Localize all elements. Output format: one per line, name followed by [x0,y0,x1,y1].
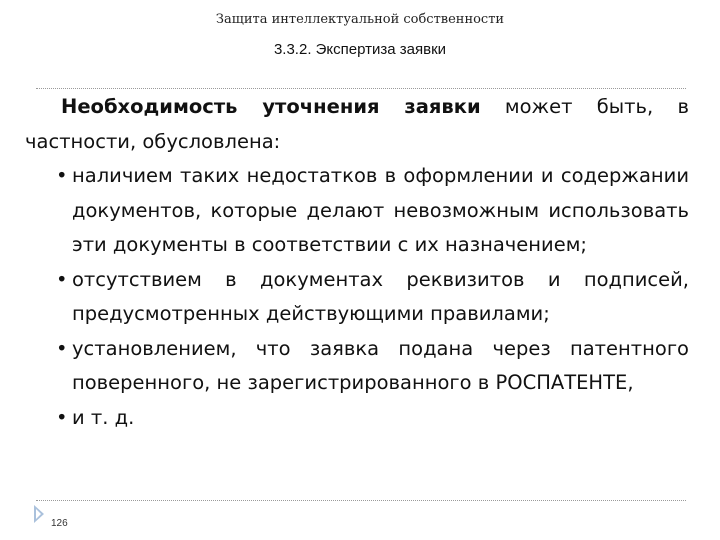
bullet-icon: • [56,336,68,360]
list-item [25,332,689,401]
page-marker-inner [36,509,41,519]
list-item [25,263,689,332]
intro-paragraph [25,90,689,159]
list-item [25,401,689,436]
bullet-text: отсутствием в документах реквизитов и подписей, предусмотренных действующими правилами; [72,267,689,325]
header-title: Защита интеллектуальной собственности [215,12,505,27]
bullet-text: наличием таких недостатков в оформлении и содержании документов, которые делают невозможным использовать эти документы в соответствии с их назначением; [72,164,689,256]
intro-bold: Необходимость уточнения заявки [61,95,481,118]
bottom-divider [36,500,686,501]
slide-subtitle: 3.3.2. Экспертиза заявки [273,41,447,58]
top-divider [36,88,686,89]
page-number: 126 [51,518,68,529]
list-item [25,159,689,263]
bullet-icon: • [56,405,68,429]
intro-rest: может быть, в частности, обусловлена: [25,95,690,153]
bullet-icon: • [56,267,68,291]
bullet-icon: • [56,164,68,187]
bullet-text: установлением, что заявка подана через патентного поверенного, не зарегистрированного в РОСПАТЕНТЕ, [72,336,689,394]
bullet-text: и т. д. [72,405,135,429]
slide-content [25,90,689,435]
